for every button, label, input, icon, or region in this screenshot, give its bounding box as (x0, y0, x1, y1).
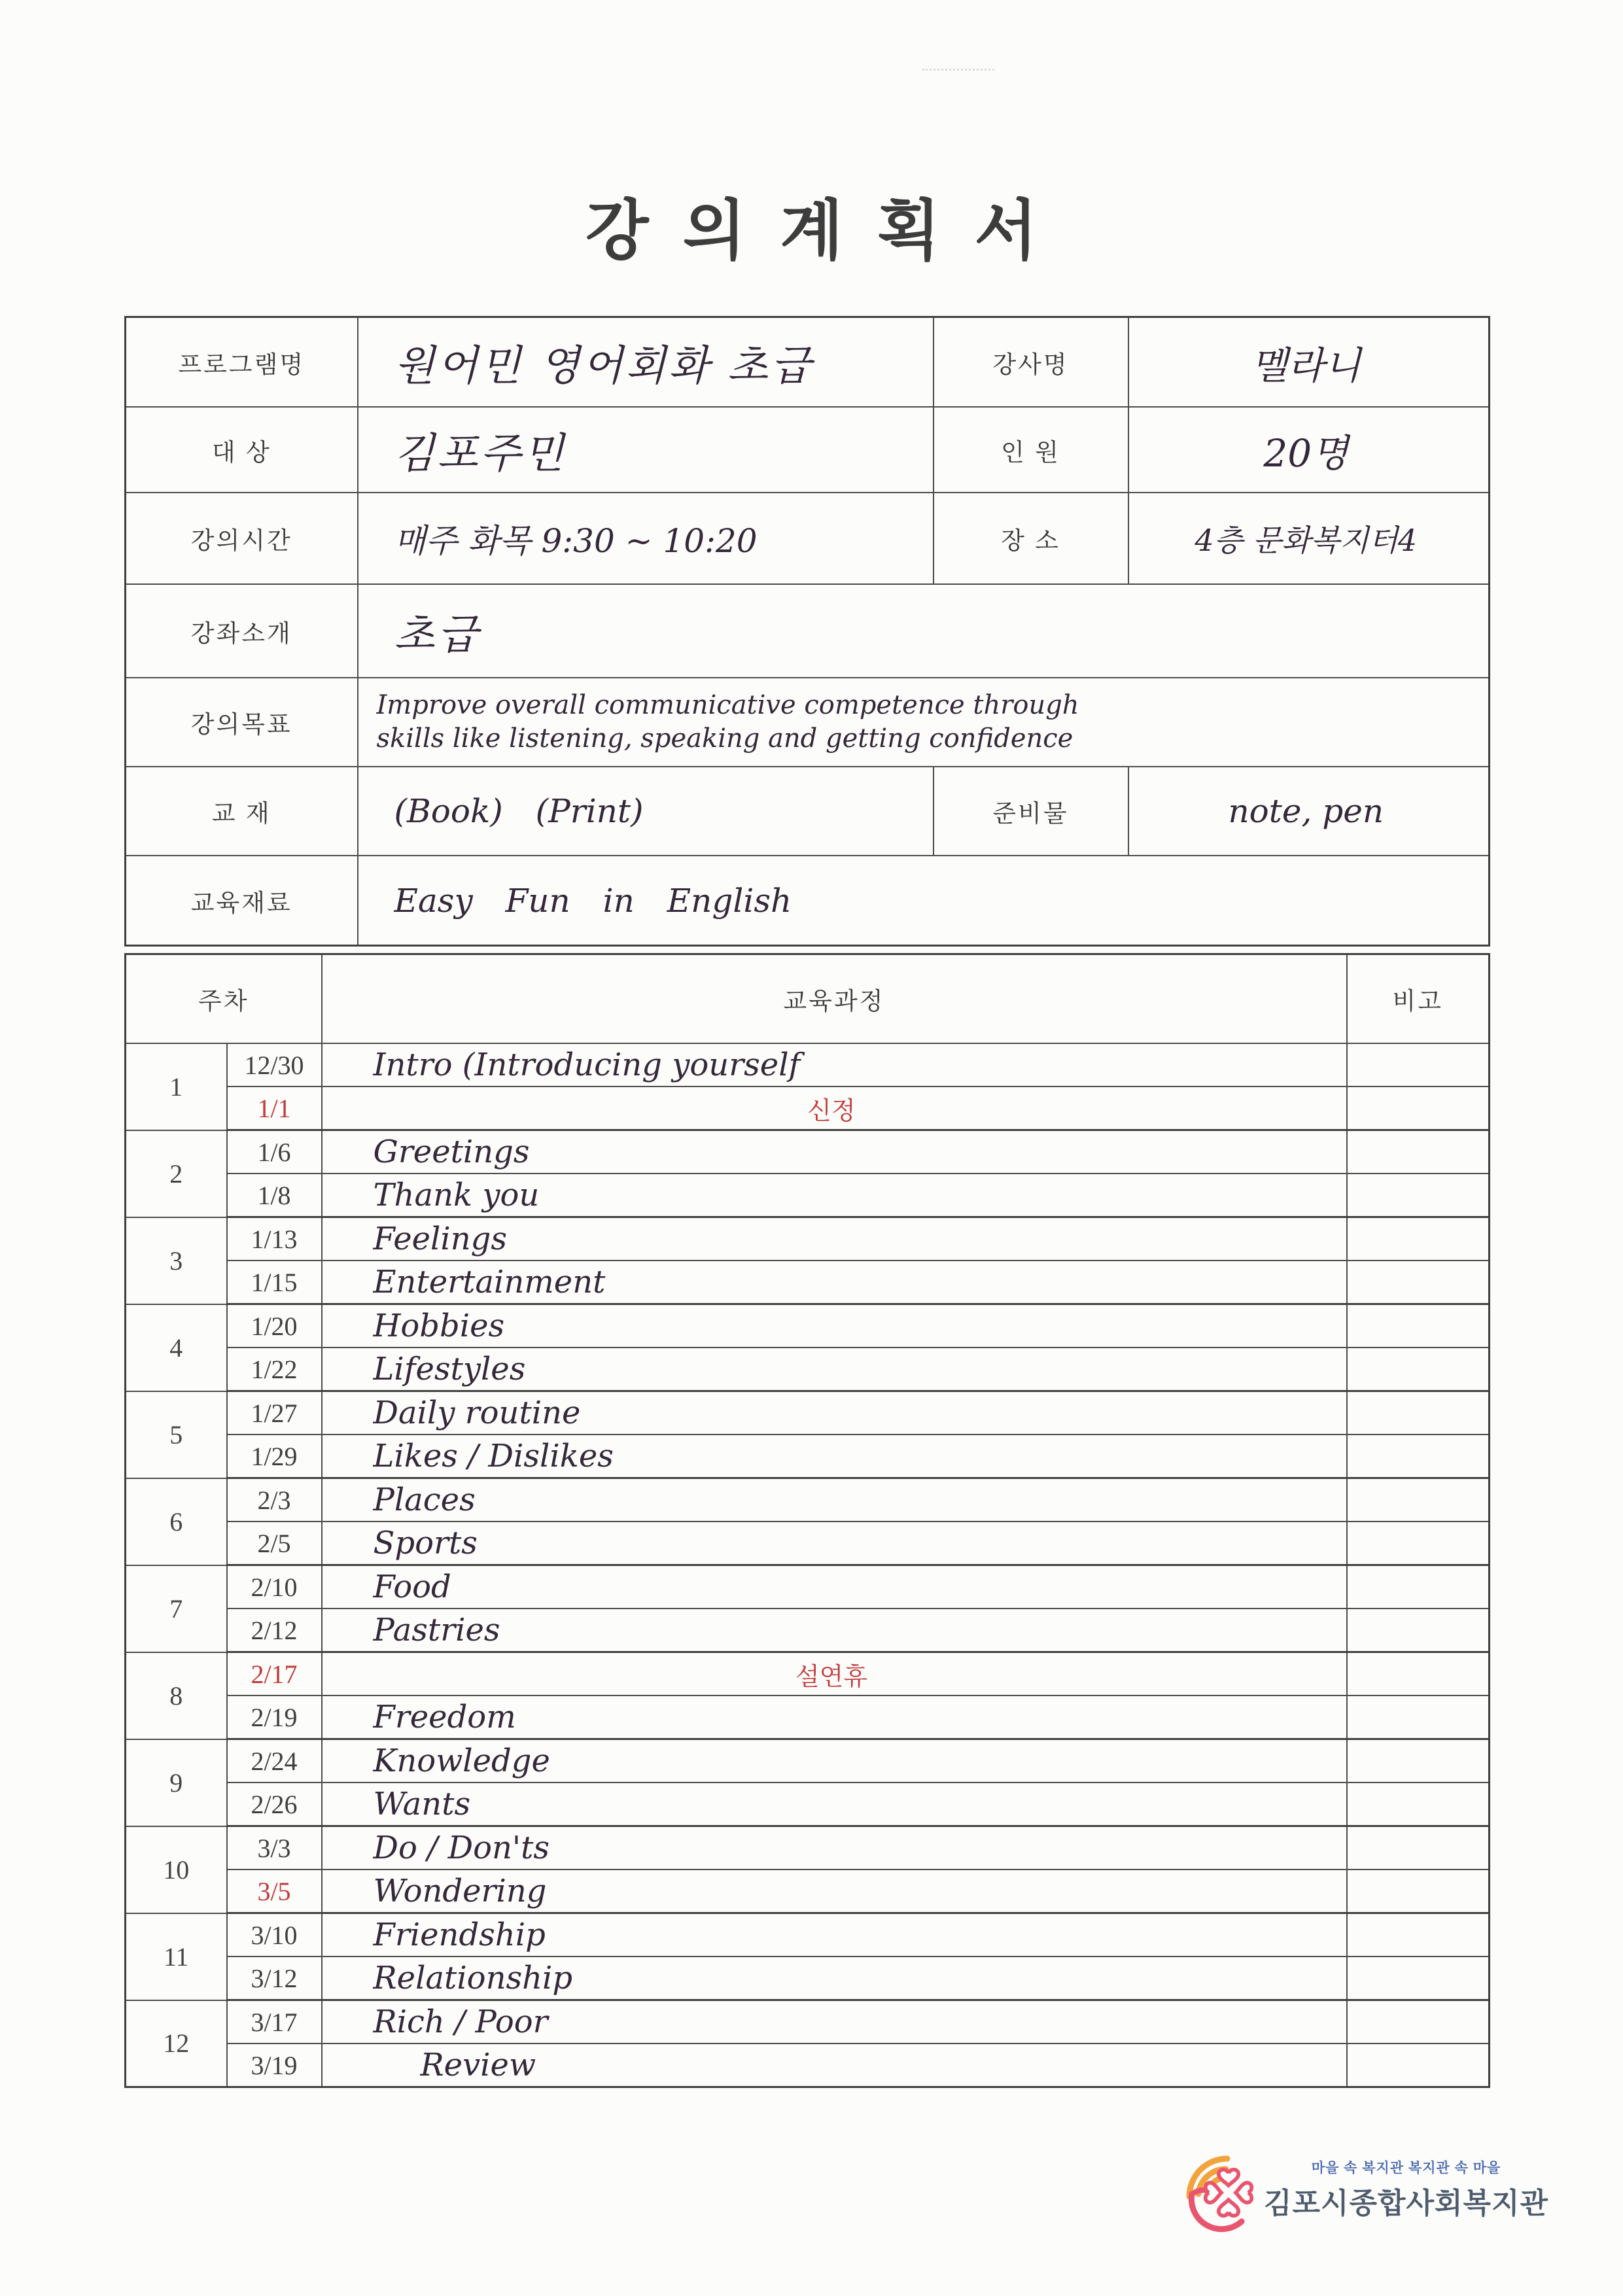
week-number: 9 (126, 1739, 227, 1826)
lecture-time-label: 강의시간 (126, 493, 358, 584)
session-date: 12/30 (227, 1043, 322, 1087)
instructor-value: 멜라니 (1128, 317, 1490, 408)
supplies-label: 준비물 (934, 767, 1128, 856)
table-row (126, 1087, 1490, 1130)
table-row (126, 1783, 1490, 1826)
session-topic: Thank you (322, 1174, 1347, 1217)
welfare-center-logo-icon (1185, 2146, 1257, 2237)
week-number: 2 (126, 1130, 227, 1217)
session-topic: Greetings (322, 1130, 1347, 1174)
week-number: 12 (126, 2000, 227, 2087)
holiday-label: 신정 (322, 1087, 1347, 1130)
note-cell (1347, 1652, 1490, 1696)
session-date: 2/24 (227, 1739, 322, 1783)
session-topic: Rich / Poor (322, 2000, 1347, 2044)
note-cell (1347, 1130, 1490, 1174)
table-row (126, 317, 1490, 408)
week-column-header: 주차 (126, 954, 322, 1044)
session-date: 2/5 (227, 1522, 322, 1565)
session-topic: Places (322, 1478, 1347, 1522)
session-topic: Relationship (322, 1957, 1347, 2000)
note-cell (1347, 1913, 1490, 1957)
session-date: 3/17 (227, 2000, 322, 2044)
session-topic: Hobbies (322, 1304, 1347, 1348)
holiday-label: 설연휴 (322, 1652, 1347, 1696)
table-row (126, 584, 1490, 678)
organization-logo (1185, 2146, 1548, 2237)
session-date: 2/19 (227, 1696, 322, 1739)
lecture-time-value: 매주 화목 9:30 ~ 10:20 (358, 493, 934, 584)
table-row (126, 1696, 1490, 1739)
session-topic: Lifestyles (322, 1348, 1347, 1391)
week-number: 5 (126, 1391, 227, 1478)
note-column-header: 비고 (1347, 954, 1490, 1044)
session-date: 1/27 (227, 1391, 322, 1435)
table-row (126, 2044, 1490, 2087)
session-topic: Wants (322, 1783, 1347, 1826)
note-cell (1347, 1565, 1490, 1609)
course-goal-value (358, 678, 1490, 767)
scan-artifact (922, 69, 994, 77)
headcount-label: 인 원 (934, 407, 1128, 493)
session-topic: Intro (Introducing yourself (322, 1043, 1347, 1087)
note-cell (1347, 1391, 1490, 1435)
table-row (126, 1609, 1490, 1652)
page-title: 강의계획서 (585, 192, 1072, 269)
session-topic: Feelings (322, 1217, 1347, 1261)
course-goal-line2: skills like listening, speaking and getting confidence (376, 723, 1073, 754)
table-row (126, 1870, 1490, 1913)
session-topic: Food (322, 1565, 1347, 1609)
week-number: 4 (126, 1304, 227, 1391)
note-cell (1347, 2000, 1490, 2044)
note-cell (1347, 2044, 1490, 2087)
table-row (126, 1522, 1490, 1565)
table-row (126, 1913, 1490, 1957)
course-intro-label: 강좌소개 (126, 584, 358, 678)
table-row (126, 493, 1490, 584)
table-row (126, 1652, 1490, 1696)
note-cell (1347, 1087, 1490, 1130)
note-cell (1347, 1522, 1490, 1565)
table-row (126, 1174, 1490, 1217)
course-goal-label: 강의목표 (126, 678, 358, 767)
materials-value: Easy Fun in English (358, 856, 1490, 946)
table-row (126, 1043, 1490, 1087)
table-row (126, 1739, 1490, 1783)
table-row (126, 1565, 1490, 1609)
note-cell (1347, 1217, 1490, 1261)
session-date: 1/29 (227, 1435, 322, 1478)
session-topic: Knowledge (322, 1739, 1347, 1783)
logo-tagline: 마을 속 복지관 복지관 속 마을 (1311, 2161, 1501, 2176)
program-name-value: 원어민 영어회화 초급 (358, 317, 934, 408)
target-value: 김포주민 (358, 407, 934, 493)
instructor-label: 강사명 (934, 317, 1128, 408)
session-date: 1/22 (227, 1348, 322, 1391)
note-cell (1347, 1870, 1490, 1913)
session-date: 1/8 (227, 1174, 322, 1217)
table-row (126, 2000, 1490, 2044)
session-date: 3/12 (227, 1957, 322, 2000)
schedule-header-row (126, 954, 1490, 1044)
week-number: 1 (126, 1043, 227, 1130)
session-date-holiday: 2/17 (227, 1652, 322, 1696)
note-cell (1347, 1739, 1490, 1783)
week-number: 7 (126, 1565, 227, 1652)
table-row (126, 1130, 1490, 1174)
note-cell (1347, 1478, 1490, 1522)
session-date: 1/13 (227, 1217, 322, 1261)
week-number: 11 (126, 1913, 227, 2000)
session-topic: Sports (322, 1522, 1347, 1565)
place-value: 4층 문화복지터4 (1128, 493, 1490, 584)
note-cell (1347, 1826, 1490, 1870)
table-row (126, 678, 1490, 767)
headcount-value: 20명 (1128, 407, 1490, 493)
note-cell (1347, 1957, 1490, 2000)
note-cell (1347, 1304, 1490, 1348)
session-topic: Pastries (322, 1609, 1347, 1652)
course-column-header: 교육과정 (322, 954, 1347, 1044)
session-date-holiday: 3/5 (227, 1870, 322, 1913)
course-goal-line1: Improve overall communicative competence through (376, 689, 1079, 720)
session-topic: Likes / Dislikes (322, 1435, 1347, 1478)
session-topic: Daily routine (322, 1391, 1347, 1435)
session-date: 3/10 (227, 1913, 322, 1957)
table-row (126, 1261, 1490, 1304)
table-row (126, 1304, 1490, 1348)
note-cell (1347, 1783, 1490, 1826)
table-row (126, 1348, 1490, 1391)
note-cell (1347, 1609, 1490, 1652)
program-name-label: 프로그램명 (126, 317, 358, 408)
materials-label: 교육재료 (126, 856, 358, 946)
session-date: 2/26 (227, 1783, 322, 1826)
session-date: 2/10 (227, 1565, 322, 1609)
session-date: 2/12 (227, 1609, 322, 1652)
organization-name: 김포시종합사회복지관 (1264, 2187, 1549, 2219)
table-row (126, 1826, 1490, 1870)
supplies-value: note, pen (1128, 767, 1490, 856)
session-date: 1/6 (227, 1130, 322, 1174)
note-cell (1347, 1696, 1490, 1739)
table-row (126, 1435, 1490, 1478)
session-date-holiday: 1/1 (227, 1087, 322, 1130)
place-label: 장 소 (934, 493, 1128, 584)
table-row (126, 407, 1490, 493)
weekly-schedule-table (124, 953, 1490, 2088)
note-cell (1347, 1043, 1490, 1087)
course-info-table (124, 316, 1490, 947)
session-topic: Do / Don'ts (322, 1826, 1347, 1870)
table-row (126, 1217, 1490, 1261)
session-date: 1/20 (227, 1304, 322, 1348)
table-row (126, 767, 1490, 856)
session-date: 1/15 (227, 1261, 322, 1304)
session-topic: Friendship (322, 1913, 1347, 1957)
note-cell (1347, 1348, 1490, 1391)
session-topic: Wondering (322, 1870, 1347, 1913)
week-number: 6 (126, 1478, 227, 1565)
week-number: 3 (126, 1217, 227, 1304)
session-date: 3/19 (227, 2044, 322, 2087)
textbook-label: 교 재 (126, 767, 358, 856)
note-cell (1347, 1435, 1490, 1478)
course-intro-value: 초급 (358, 584, 1490, 678)
table-row (126, 1957, 1490, 2000)
week-number: 8 (126, 1652, 227, 1739)
session-topic: Review (322, 2044, 1347, 2087)
target-label: 대 상 (126, 407, 358, 493)
session-date: 2/3 (227, 1478, 322, 1522)
note-cell (1347, 1174, 1490, 1217)
session-topic: Freedom (322, 1696, 1347, 1739)
session-date: 3/3 (227, 1826, 322, 1870)
table-row (126, 856, 1490, 946)
session-topic: Entertainment (322, 1261, 1347, 1304)
table-row (126, 1478, 1490, 1522)
table-row (126, 1391, 1490, 1435)
logo-text-block (1264, 2157, 1548, 2221)
week-number: 10 (126, 1826, 227, 1913)
textbook-value: (Book) (Print) (358, 767, 934, 856)
note-cell (1347, 1261, 1490, 1304)
